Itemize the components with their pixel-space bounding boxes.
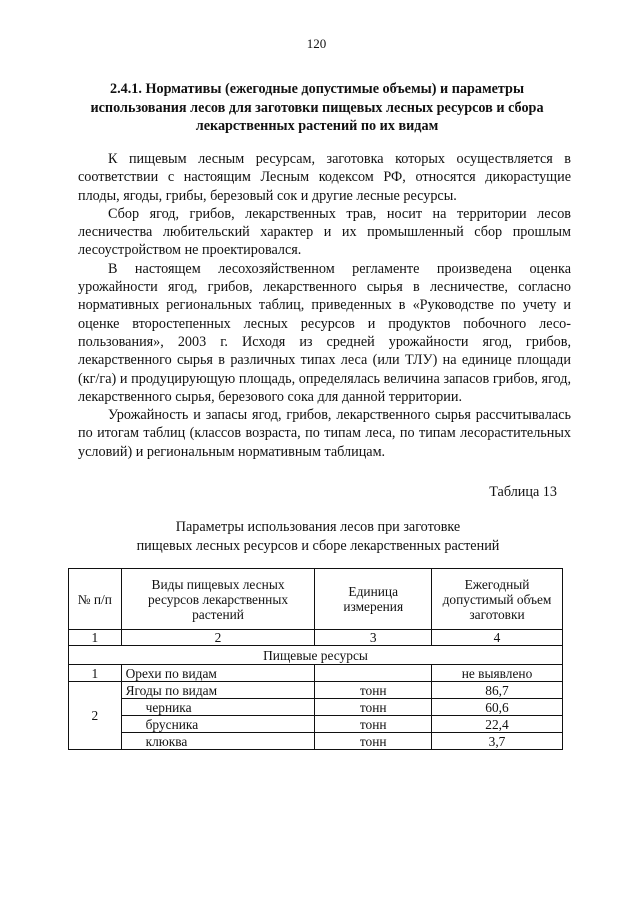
section-heading: 2.4.1. Нормативы (ежегодные допустимые объемы) и параметры использования лесов для заготовки пищевых лесных ресурсов и сбора лекарственных растений по их видам (90, 81, 544, 134)
paragraph-3: В настоящем лесохозяйственном регламенте произведена оценка урожайности ягод, грибов, лекарственного сырья в лесничестве, согласно нормативных региональных таблиц, приведенных в «Руководстве по учету и оценке второстепенных лесных ресурсов и продуктов побочного лесо-пользования», 2003 г. Исходя из средней урожайности ягод, грибов, лекарственного сырья в различных типах леса (или ТЛУ) на единице площади (кг/га) и продуцирующую площадь, определялась величина запасов грибов, ягод, лекарственного сырья, березового сока для данной территории. (78, 260, 571, 405)
volume-cell: 60,6 (432, 699, 563, 716)
unit-cell: тонн (315, 733, 432, 750)
paragraph-2: Сбор ягод, грибов, лекарственных трав, носит на территории лесов лесничества любительский характер и их промышленный сбор прошлым лесоустройством не проектировался. (78, 205, 571, 259)
volume-cell: 86,7 (432, 682, 563, 699)
table-row (69, 699, 563, 716)
paragraph-1: К пищевым лесным ресурсам, заготовка которых осуществляется в соответствии с настоящим Лесным кодексом РФ, относятся дикорастущие плоды, ягоды, грибы, березовый сок и другие лесные ресурсы. (78, 151, 571, 204)
volume-cell: 3,7 (432, 733, 563, 750)
resource-name: Орехи по видам (121, 665, 315, 682)
table-title-line-2: пищевых лесных ресурсов и сборе лекарственных растений (136, 537, 500, 554)
unit-cell: тонн (315, 716, 432, 733)
section-row (69, 646, 563, 665)
header-resource-type: Виды пищевых лесных ресурсов лекарственных растений (121, 569, 315, 630)
header-unit: Единица измерения (315, 569, 432, 630)
column-number: 3 (315, 630, 432, 646)
resources-table (68, 568, 563, 750)
volume-cell: не выявлено (432, 665, 563, 682)
header-annual-volume: Ежегодный допустимый объем заготовки (432, 569, 563, 630)
column-number-row (69, 630, 563, 646)
header-number: № п/п (69, 569, 122, 630)
column-number: 2 (121, 630, 315, 646)
body-text (78, 150, 571, 461)
column-number: 4 (432, 630, 563, 646)
resource-name: клюква (121, 733, 315, 750)
row-number: 2 (69, 682, 122, 750)
table-title (78, 518, 558, 555)
table-row (69, 716, 563, 733)
row-number: 1 (69, 665, 122, 682)
column-number: 1 (69, 630, 122, 646)
resource-name: Ягоды по видам (121, 682, 315, 699)
section-label: Пищевые ресурсы (69, 646, 563, 665)
unit-cell: тонн (315, 699, 432, 716)
table-label: Таблица 13 (489, 484, 557, 500)
unit-cell: тонн (315, 682, 432, 699)
unit-cell (315, 665, 432, 682)
table-row (69, 682, 563, 699)
table-row (69, 665, 563, 682)
table-header-row (69, 569, 563, 630)
volume-cell: 22,4 (432, 716, 563, 733)
page-number: 120 (306, 36, 327, 51)
paragraph-4: Урожайность и запасы ягод, грибов, лекарственного сырья рассчитывалась по итогам таблиц (классов возраста, по типам леса, по типам лесорастительных условий) и региональным нормативным таблицам. (78, 407, 571, 460)
table-title-line-1: Параметры использования лесов при заготовке (175, 519, 461, 535)
resource-name: черника (121, 699, 315, 716)
resource-name: брусника (121, 716, 315, 733)
table-row (69, 733, 563, 750)
